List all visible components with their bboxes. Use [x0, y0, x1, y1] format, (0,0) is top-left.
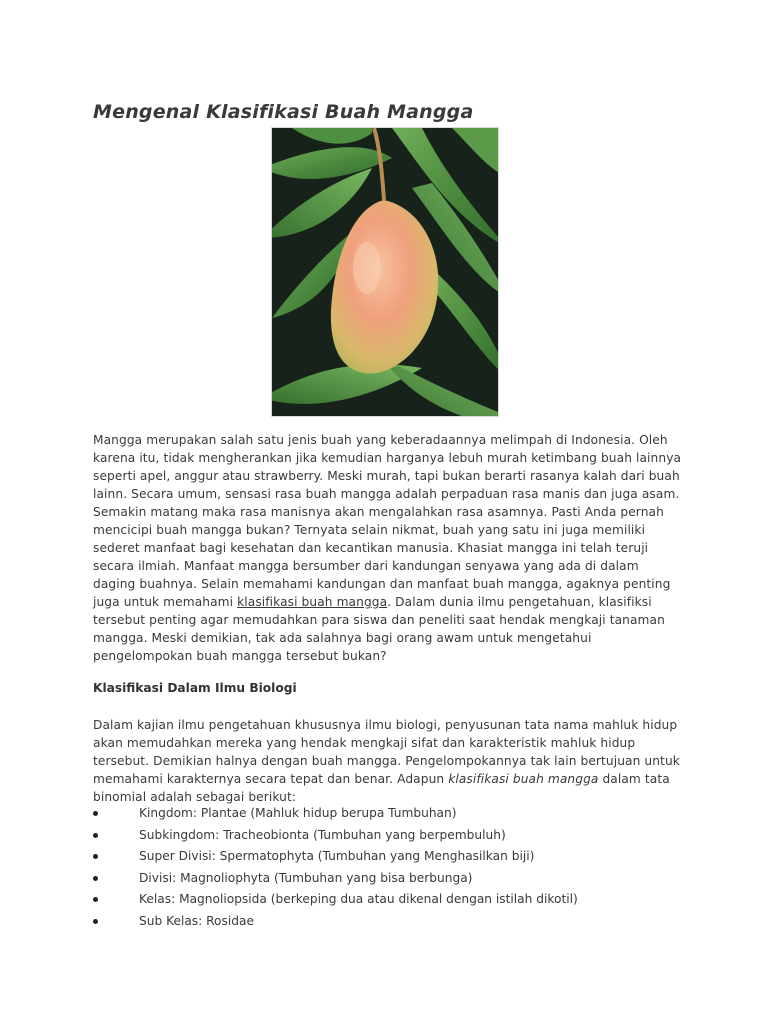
bullet-icon: [93, 854, 98, 859]
bullet-icon: [93, 811, 98, 816]
classification-link[interactable]: klasifikasi buah mangga: [237, 595, 388, 609]
intro-text-1: Mangga merupakan salah satu jenis buah yang keberadaannya melimpah di Indonesia. Oleh karena itu, tidak mengherankan jika kemudian harganya lebuh murah ketimbang buah lainnya seperti apel, anggur atau strawberry. Meski murah, tapi bukan berarti rasanya kalah dari buah lainn. Secara umum, sensasi rasa buah mangga adalah perpaduan rasa manis dan juga asam. Semakin matang maka rasa manisnya akan mengalahkan rasa asamnya. Pasti Anda pernah mencicipi buah mangga bukan? Ternyata selain nikmat, buah yang satu ini juga memiliki sederet manfaat bagi kesehatan dan kecantikan manusia. Khasiat mangga ini telah teruji secara ilmiah. Manfaat mangga bersumber dari kandungan senyawa yang ada di dalam daging buahnya. Selain memahami kandungan dan manfaat buah mangga, agaknya penting juga untuk memahami: [93, 433, 682, 609]
classification-list: [93, 804, 693, 933]
intro-paragraph: [93, 431, 683, 665]
bullet-icon: [93, 919, 98, 924]
biology-paragraph: [93, 716, 683, 806]
biology-emphasis: klasifikasi buah mangga: [448, 772, 599, 786]
page-title: Mengenal Klasifikasi Buah Mangga: [93, 101, 474, 123]
section-heading: Klasifikasi Dalam Ilmu Biologi: [93, 681, 297, 695]
list-item: Super Divisi: Spermatophyta (Tumbuhan yang Menghasilkan biji): [93, 847, 693, 869]
list-item: Kingdom: Plantae (Mahluk hidup berupa Tumbuhan): [93, 804, 693, 826]
list-item: Kelas: Magnoliopsida (berkeping dua atau dikenal dengan istilah dikotil): [93, 890, 693, 912]
list-item: Sub Kelas: Rosidae: [93, 912, 693, 934]
bullet-icon: [93, 876, 98, 881]
mango-photo: [272, 128, 498, 416]
bullet-icon: [93, 833, 98, 838]
bullet-icon: [93, 897, 98, 902]
list-item: Subkingdom: Tracheobionta (Tumbuhan yang berpembuluh): [93, 826, 693, 848]
biology-text-1: Dalam kajian ilmu pengetahuan khususnya ilmu biologi, penyusunan tata nama mahluk hidup akan memudahkan mereka yang hendak mengkaji sifat dan karakteristik mahluk hidup tersebut. Demikian halnya dengan buah mangga. Pengelompokannya tak lain bertujuan untuk memahami karakternya secara tepat dan benar. Adapun: [93, 718, 680, 786]
biology-text-2: dalam tata binomial adalah sebagai berikut:: [93, 772, 670, 804]
list-item: Divisi: Magnoliophyta (Tumbuhan yang bisa berbunga): [93, 869, 693, 891]
intro-text-2: . Dalam dunia ilmu pengetahuan, klasifiksi tersebut penting agar memudahkan para siswa dan peneliti saat hendak mengkaji tanaman mangga. Meski demikian, tak ada salahnya bagi orang awam untuk mengetahui pengelompokan buah mangga tersebut bukan?: [93, 595, 665, 663]
